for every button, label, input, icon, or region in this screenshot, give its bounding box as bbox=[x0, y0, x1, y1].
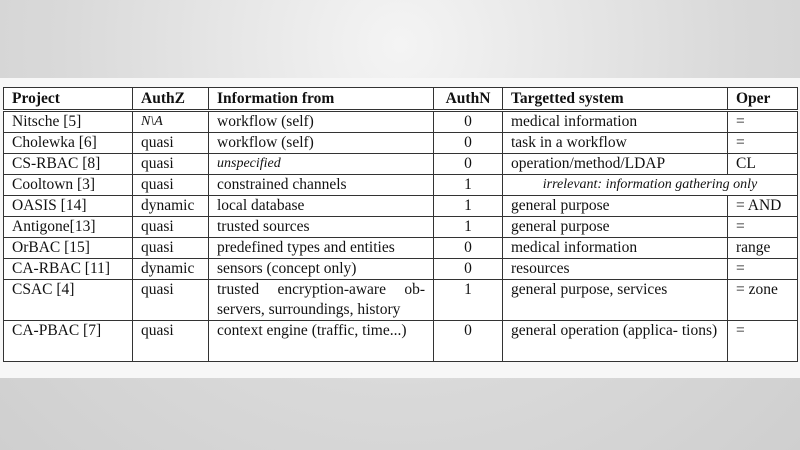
cell-oper: = AND bbox=[728, 196, 798, 217]
cell-info: constrained channels bbox=[209, 175, 434, 196]
cell-project: Nitsche [5] bbox=[4, 111, 133, 133]
table-row bbox=[4, 217, 798, 238]
cell-target: operation/method/LDAP bbox=[503, 154, 728, 175]
cell-project: CA-PBAC [7] bbox=[4, 321, 133, 362]
header-target: Targetted system bbox=[503, 88, 728, 111]
cell-oper: = bbox=[728, 321, 798, 362]
cell-authz: quasi bbox=[133, 280, 209, 321]
cell-project: OrBAC [15] bbox=[4, 238, 133, 259]
cell-target: medical information bbox=[503, 111, 728, 133]
cell-authz: quasi bbox=[133, 321, 209, 362]
cell-authn: 1 bbox=[434, 280, 503, 321]
table-row bbox=[4, 238, 798, 259]
cell-info: predefined types and entities bbox=[209, 238, 434, 259]
cell-target: resources bbox=[503, 259, 728, 280]
cell-authn: 0 bbox=[434, 321, 503, 362]
cell-oper: CL bbox=[728, 154, 798, 175]
cell-oper: = bbox=[728, 133, 798, 154]
cell-project: Cholewka [6] bbox=[4, 133, 133, 154]
cell-target: task in a workflow bbox=[503, 133, 728, 154]
cell-authz: dynamic bbox=[133, 259, 209, 280]
cell-oper: range bbox=[728, 238, 798, 259]
cell-authz: quasi bbox=[133, 175, 209, 196]
cell-info: local database bbox=[209, 196, 434, 217]
cell-authn: 1 bbox=[434, 217, 503, 238]
cell-authn: 0 bbox=[434, 154, 503, 175]
cell-project: Antigone[13] bbox=[4, 217, 133, 238]
cell-authn: 1 bbox=[434, 196, 503, 217]
cell-target: general purpose bbox=[503, 217, 728, 238]
cell-target: medical information bbox=[503, 238, 728, 259]
table-row bbox=[4, 175, 798, 196]
cell-authz: quasi bbox=[133, 133, 209, 154]
header-row bbox=[4, 88, 798, 111]
cell-oper: = bbox=[728, 111, 798, 133]
cell-project: CA-RBAC [11] bbox=[4, 259, 133, 280]
cell-info: workflow (self) bbox=[209, 133, 434, 154]
header-oper: Oper bbox=[728, 88, 798, 111]
cell-info: unspecified bbox=[209, 154, 434, 175]
cell-target: general operation (applica- tions) bbox=[503, 321, 728, 362]
cell-info: workflow (self) bbox=[209, 111, 434, 133]
cell-authn: 0 bbox=[434, 259, 503, 280]
cell-oper: = zone bbox=[728, 280, 798, 321]
header-project: Project bbox=[4, 88, 133, 111]
cell-project: CS-RBAC [8] bbox=[4, 154, 133, 175]
cell-project: OASIS [14] bbox=[4, 196, 133, 217]
table-row bbox=[4, 154, 798, 175]
cell-info: trusted sources bbox=[209, 217, 434, 238]
cell-oper: = bbox=[728, 259, 798, 280]
table-row bbox=[4, 321, 798, 362]
cell-authz: quasi bbox=[133, 154, 209, 175]
header-authn: AuthN bbox=[434, 88, 503, 111]
cell-authn: 1 bbox=[434, 175, 503, 196]
cell-oper: = bbox=[728, 217, 798, 238]
cell-project: Cooltown [3] bbox=[4, 175, 133, 196]
cell-authn: 0 bbox=[434, 111, 503, 133]
cell-authz: quasi bbox=[133, 217, 209, 238]
cell-project: CSAC [4] bbox=[4, 280, 133, 321]
header-info: Information from bbox=[209, 88, 434, 111]
cell-authz: N\A bbox=[133, 111, 209, 133]
table-row bbox=[4, 259, 798, 280]
cell-info: sensors (concept only) bbox=[209, 259, 434, 280]
cell-authn: 0 bbox=[434, 133, 503, 154]
header-authz: AuthZ bbox=[133, 88, 209, 111]
table-row bbox=[4, 280, 798, 321]
cell-authz: quasi bbox=[133, 238, 209, 259]
cell-info: trusted encryption-aware ob- servers, surroundings, history bbox=[209, 280, 434, 321]
cell-info: context engine (traffic, time...) bbox=[209, 321, 434, 362]
cell-target: general purpose bbox=[503, 196, 728, 217]
table-row bbox=[4, 111, 798, 133]
comparison-table bbox=[3, 87, 798, 362]
cell-authz: dynamic bbox=[133, 196, 209, 217]
table-row bbox=[4, 196, 798, 217]
table-row bbox=[4, 133, 798, 154]
cell-target: general purpose, services bbox=[503, 280, 728, 321]
cell-target: irrelevant: information gathering only bbox=[503, 175, 798, 196]
cell-authn: 0 bbox=[434, 238, 503, 259]
